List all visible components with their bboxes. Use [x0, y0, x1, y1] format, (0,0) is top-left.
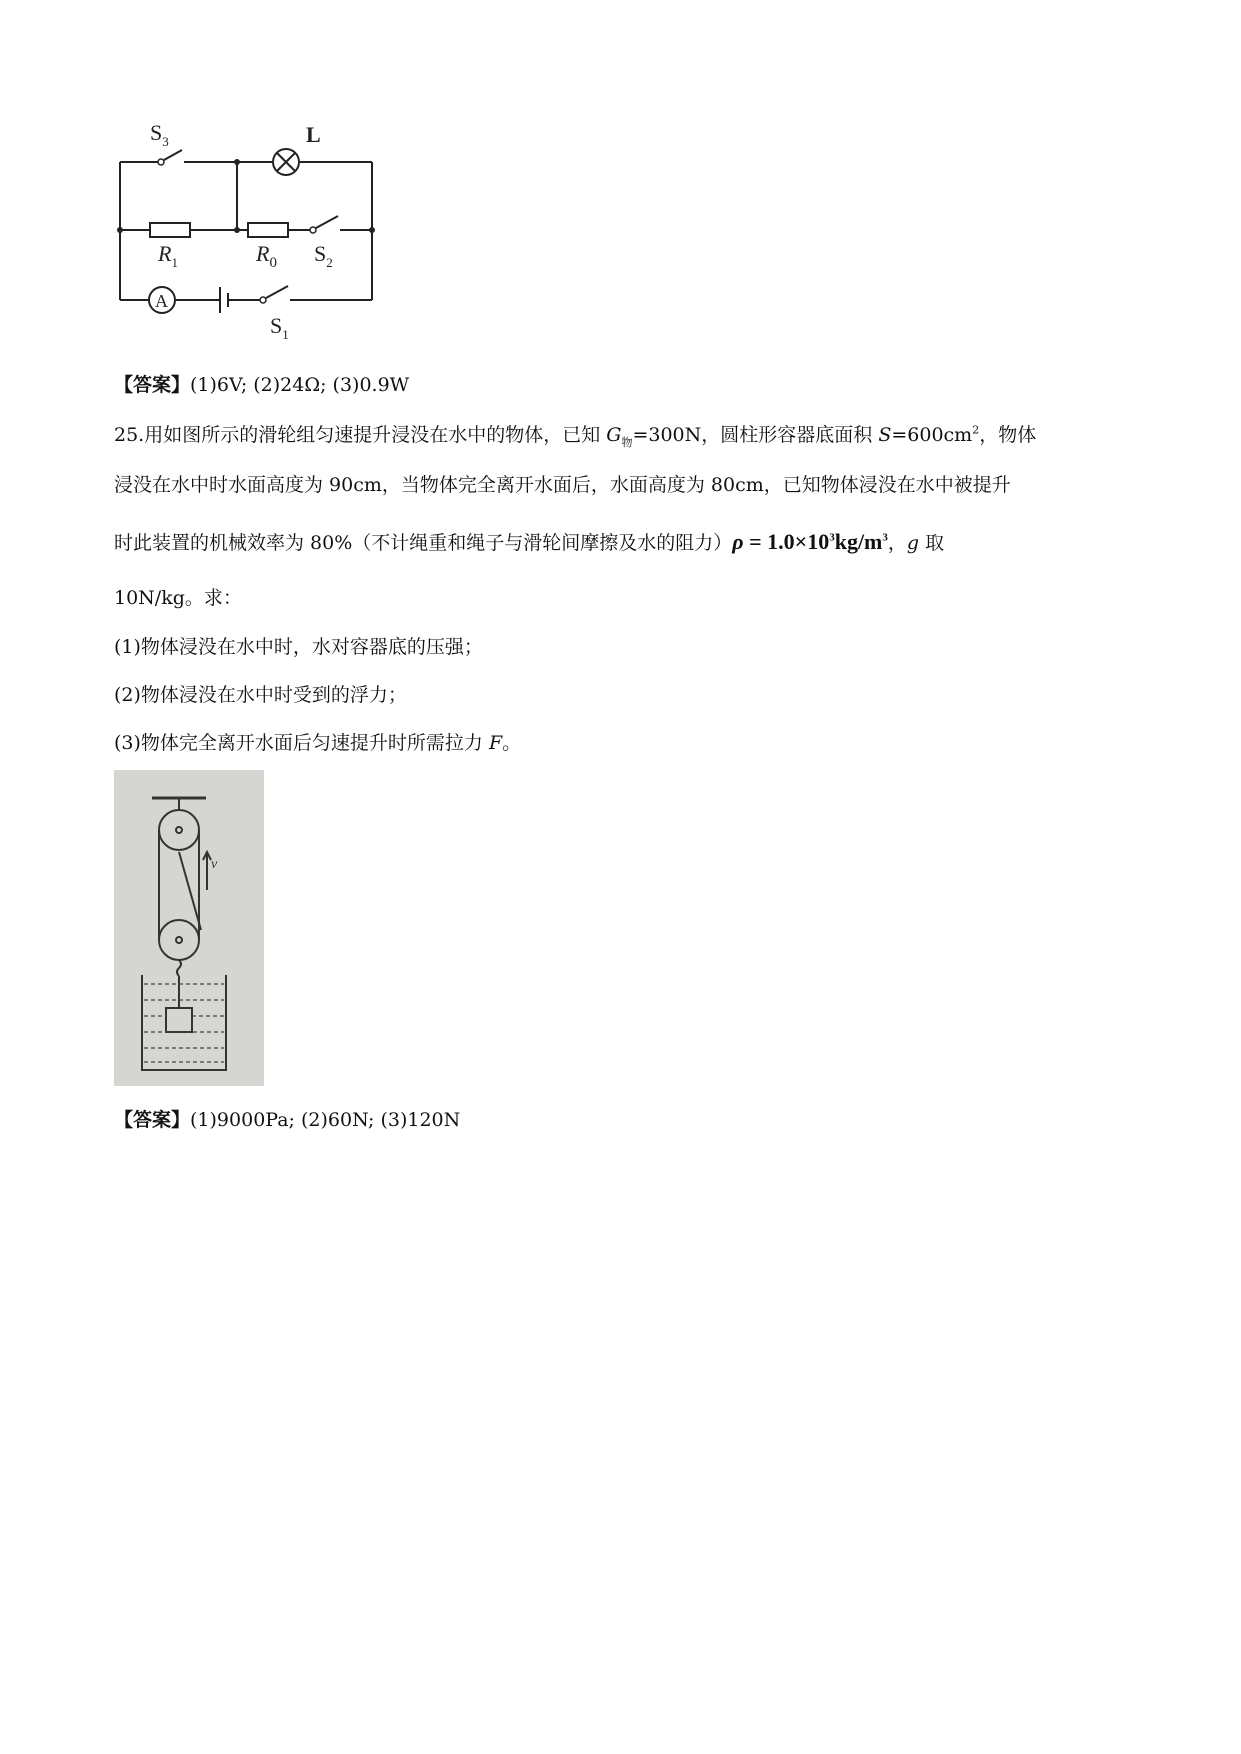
resistor-r1	[150, 223, 190, 237]
label-s2: $S_2$	[314, 241, 333, 270]
answer-24	[114, 370, 409, 397]
answer-bracket: 【答案】	[114, 1109, 191, 1131]
question-25-line-1: 25.用如图所示的滑轮组匀速提升浸没在水中的物体，已知 $G_物=300N$，圆柱形容器底面积 $S=600cm^2$，物体	[114, 423, 1037, 449]
answer-25	[114, 1105, 460, 1132]
question-25-line-4: 10N/kg。求：	[114, 587, 242, 609]
label-lamp: L	[306, 122, 321, 147]
answer-bracket: 【答案】	[114, 374, 191, 396]
sub-question-2: (2)物体浸没在水中时受到的浮力；	[114, 684, 407, 706]
switch-s3-blade	[164, 150, 182, 160]
density-formula: $\rho = 1.0\times 10^3kg/m^3$	[732, 529, 888, 554]
resistor-r0	[248, 223, 288, 237]
velocity-label: v	[211, 857, 218, 872]
label-s3: $S_3$	[150, 120, 169, 149]
sub-question-3: (3)物体完全离开水面后匀速提升时所需拉力 F。	[114, 732, 522, 754]
label-r0: $R_0$	[256, 241, 277, 271]
label-s1: $S_1$	[270, 313, 289, 340]
switch-s1-blade	[266, 286, 288, 298]
question-25-line-3: 时此装置的机械效率为 80%（不计绳重和绳子与滑轮间摩擦及水的阻力）$\rho = 1.0\times 10^3kg/m^3$，g 取	[114, 529, 945, 554]
g-symbol: g	[906, 532, 920, 554]
question-25-line-2: 浸没在水中时水面高度为 90cm，当物体完全离开水面后，水面高度为 80cm，已知物体浸没在水中被提升	[114, 474, 1011, 496]
switch-s2-blade	[316, 216, 338, 228]
g-object-symbol: G	[606, 424, 622, 446]
label-r1: $R_1$	[158, 241, 178, 270]
circuit-diagram	[110, 115, 390, 340]
answer-text: (1)9000Pa; (2)60N; (3)120N	[190, 1109, 461, 1131]
pulley-figure	[114, 770, 264, 1086]
sub-question-1: (1)物体浸没在水中时，水对容器底的压强；	[114, 636, 483, 658]
s-symbol: S	[878, 424, 892, 446]
label-ammeter: A	[155, 291, 168, 311]
f-symbol: F	[488, 732, 503, 754]
answer-text: (1)6V; (2)24Ω; (3)0.9W	[190, 374, 410, 396]
